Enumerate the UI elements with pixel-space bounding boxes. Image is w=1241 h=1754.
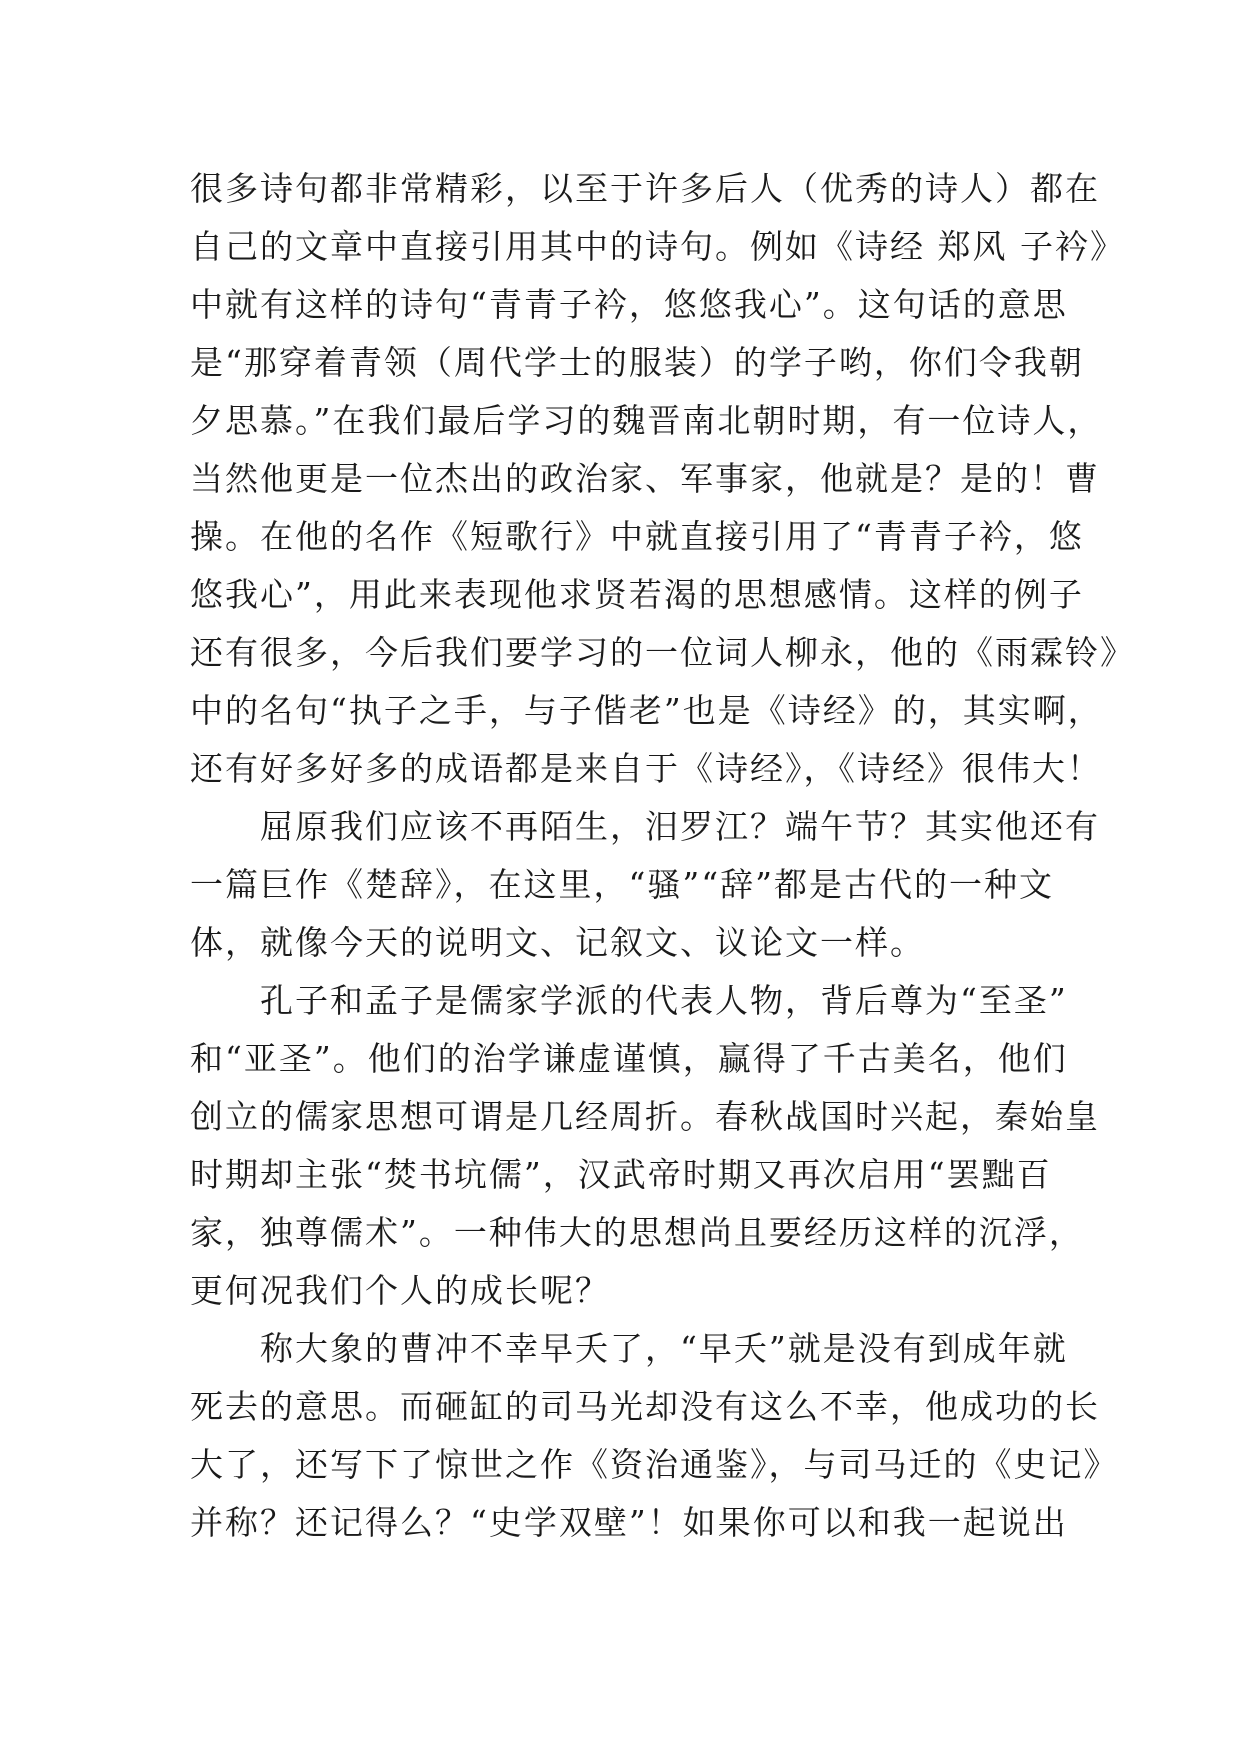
text-line: 家，独尊儒术”。一种伟大的思想尚且要经历这样的沉浮， xyxy=(190,1213,1084,1252)
text-line: 悠我心”，用此来表现他求贤若渴的思想感情。这样的例子 xyxy=(190,575,1084,614)
text-line: 死去的意思。而砸缸的司马光却没有这么不幸，他成功的长 xyxy=(190,1387,1100,1426)
text-line: 当然他更是一位杰出的政治家、军事家，他就是？是的！曹 xyxy=(190,459,1100,498)
text-line: 时期却主张“焚书坑儒”，汉武帝时期又再次启用“罢黜百 xyxy=(190,1155,1052,1194)
text-line: 体，就像今天的说明文、记叙文、议论文一样。 xyxy=(190,923,925,962)
text-line: 是“那穿着青领（周代学士的服装）的学子哟，你们令我朝 xyxy=(190,343,1084,382)
text-line: 并称？还记得么？“史学双壁”！如果你可以和我一起说出 xyxy=(190,1503,1068,1542)
text-line: 称大象的曹冲不幸早夭了，“早夭”就是没有到成年就 xyxy=(190,1329,1068,1368)
text-line: 自己的文章中直接引用其中的诗句。例如《诗经 郑风 子衿》 xyxy=(190,227,1125,266)
document-page xyxy=(190,160,1135,1552)
paragraph xyxy=(190,1320,1119,1552)
paragraph xyxy=(190,972,1100,1320)
paragraph xyxy=(190,160,1135,798)
text-line: 还有很多，今后我们要学习的一位词人柳永，他的《雨霖铃》 xyxy=(190,633,1135,672)
paragraph xyxy=(190,798,1100,972)
text-line: 大了，还写下了惊世之作《资治通鉴》，与司马迁的《史记》 xyxy=(190,1445,1119,1484)
text-line: 夕思慕。”在我们最后学习的魏晋南北朝时期，有一位诗人， xyxy=(190,401,1103,440)
text-line: 还有好多好多的成语都是来自于《诗经》，《诗经》很伟大！ xyxy=(190,749,1102,788)
text-line: 和“亚圣”。他们的治学谦虚谨慎，赢得了千古美名，他们 xyxy=(190,1039,1068,1078)
text-line: 孔子和孟子是儒家学派的代表人物，背后尊为“至圣” xyxy=(190,981,1068,1020)
text-line: 中的名句“执子之手，与子偕老”也是《诗经》的，其实啊， xyxy=(190,691,1103,730)
text-line: 一篇巨作《楚辞》，在这里，“骚”“辞”都是古代的一种文 xyxy=(190,865,1054,904)
text-line: 创立的儒家思想可谓是几经周折。春秋战国时兴起，秦始皇 xyxy=(190,1097,1100,1136)
text-line: 操。在他的名作《短歌行》中就直接引用了“青青子衿，悠 xyxy=(190,517,1084,556)
text-line: 中就有这样的诗句“青青子衿，悠悠我心”。这句话的意思 xyxy=(190,285,1068,324)
text-line: 更何况我们个人的成长呢？ xyxy=(190,1271,610,1310)
text-line: 屈原我们应该不再陌生，汨罗江？端午节？其实他还有 xyxy=(190,807,1100,846)
text-line: 很多诗句都非常精彩，以至于许多后人（优秀的诗人）都在 xyxy=(190,169,1100,208)
